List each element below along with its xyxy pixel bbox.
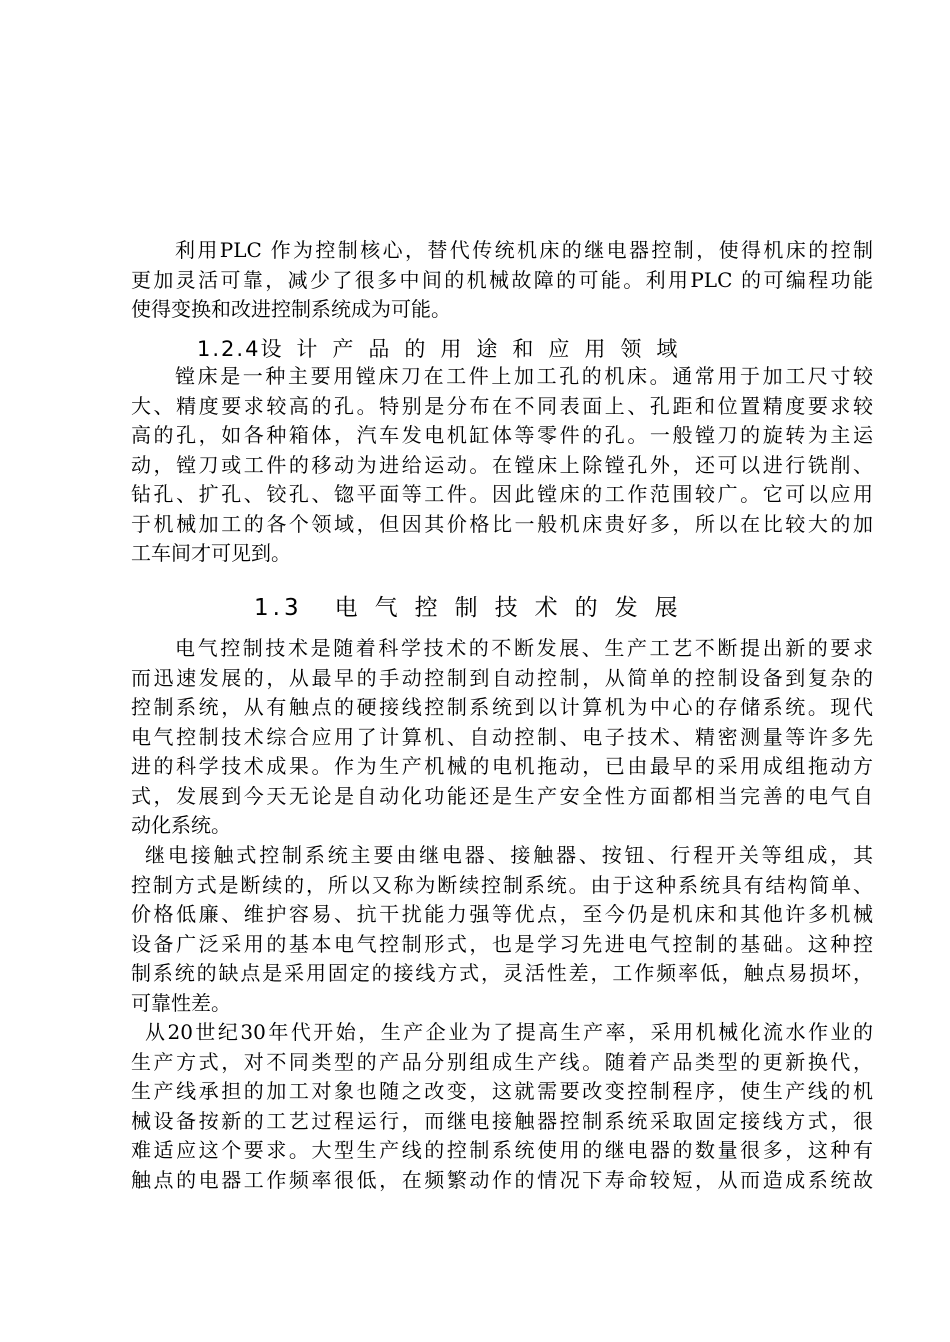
text-line: 工车间才可见到。 xyxy=(131,541,291,565)
text-line: 利用PLC 作为控制核心，替代传统机床的继电器控制，使得机床的控制 xyxy=(175,238,873,262)
text-line: 高的孔，如各种箱体，汽车发电机缸体等零件的孔。一般镗刀的旋转为主运 xyxy=(131,423,873,447)
section-title: 设计产品的用途和应用领域 xyxy=(260,337,693,361)
text-line: 钻孔、扩孔、铰孔、锪平面等工件。因此镗床的工作范围较广。它可以应用 xyxy=(131,482,873,506)
text-line: 继电接触式控制系统主要由继电器、接触器、按钮、行程开关等组成，其 xyxy=(145,843,873,867)
text-line: 大、精度要求较高的孔。特别是分布在不同表面上、孔距和位置精度要求较 xyxy=(131,393,873,418)
section-heading-1-2-4 xyxy=(197,333,692,363)
text-line: 使得变换和改进控制系统成为可能。 xyxy=(131,297,451,321)
text-line: 生产线承担的加工对象也随之改变，这就需要改变控制程序，使生产线的机 xyxy=(131,1079,873,1103)
text-line: 从20世纪30年代开始，生产企业为了提高生产率，采用机械化流水作业的 xyxy=(145,1020,873,1044)
paragraph-boring-machine xyxy=(131,362,873,569)
text-line: 价格低廉、维护容易、抗干扰能力强等优点，至今仍是机床和其他许多机械 xyxy=(131,902,873,926)
section-number: 1.2.4 xyxy=(197,337,261,361)
text-line: 制系统的缺点是采用固定的接线方式，灵活性差，工作频率低，触点易损坏， xyxy=(131,961,873,985)
text-line: 控制方式是断续的，所以又称为断续控制系统。由于这种系统具有结构简单、 xyxy=(131,872,873,897)
text-line: 可靠性差。 xyxy=(131,990,231,1015)
section-title: 电气控制技术的发展 xyxy=(334,595,695,621)
text-line: 更加灵活可靠，减少了很多中间的机械故障的可能。利用PLC 的可编程功能 xyxy=(131,267,873,292)
text-line: 于机械加工的各个领域，但因其价格比一般机床贵好多，所以在比较大的加 xyxy=(131,511,873,536)
paragraph-control-development xyxy=(131,634,873,841)
text-line: 进的科学技术成果。作为生产机械的电机拖动，已由最早的采用成组拖动方 xyxy=(131,754,873,778)
text-line: 而迅速发展的，从最早的手动控制到自动控制，从简单的控制设备到复杂的 xyxy=(131,665,873,690)
text-line: 镗床是一种主要用镗床刀在工件上加工孔的机床。通常用于加工尺寸较 xyxy=(175,364,873,388)
text-line: 设备广泛采用的基本电气控制形式，也是学习先进电气控制的基础。这种控 xyxy=(131,931,873,956)
text-line: 电气控制技术综合应用了计算机、自动控制、电子技术、精密测量等许多先 xyxy=(131,724,873,749)
text-line: 械设备按新的工艺过程运行，而继电接触器控制系统采取固定接线方式，很 xyxy=(131,1108,873,1133)
paragraph-relay-contactor xyxy=(131,841,873,1018)
text-line: 式，发展到今天无论是自动化功能还是生产安全性方面都相当完善的电气自 xyxy=(131,783,873,808)
section-heading-1-3 xyxy=(254,589,695,622)
text-line: 动化系统。 xyxy=(131,813,231,837)
text-line: 生产方式，对不同类型的产品分别组成生产线。随着产品类型的更新换代， xyxy=(131,1049,873,1074)
text-line: 动，镗刀或工件的移动为进给运动。在镗床上除镗孔外，还可以进行铣削、 xyxy=(131,452,873,477)
paragraph-production-line xyxy=(131,1018,873,1195)
section-number: 1.3 xyxy=(254,595,303,621)
paragraph-plc-intro xyxy=(131,236,873,325)
text-line: 触点的电器工作频率很低，在频繁动作的情况下寿命较短，从而造成系统故 xyxy=(131,1167,873,1192)
text-line: 控制系统，从有触点的硬接线控制系统到以计算机为中心的存储系统。现代 xyxy=(131,695,873,719)
text-line: 电气控制技术是随着科学技术的不断发展、生产工艺不断提出新的要求 xyxy=(175,636,873,660)
text-line: 难适应这个要求。大型生产线的控制系统使用的继电器的数量很多，这种有 xyxy=(131,1138,873,1162)
